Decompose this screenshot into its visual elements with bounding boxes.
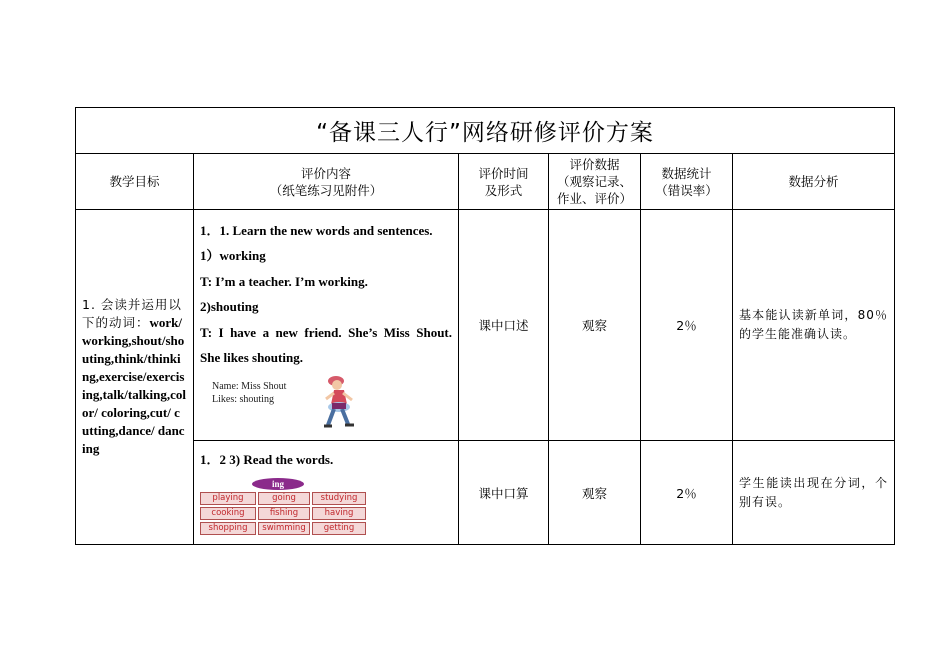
header-row bbox=[76, 154, 895, 210]
header-analysis: 数据分析 bbox=[733, 154, 895, 210]
figure-likes-label: Likes: shouting bbox=[212, 393, 274, 405]
error-rate-cell: 2％ bbox=[641, 210, 733, 441]
header-stats-line1: 数据统计 bbox=[661, 165, 712, 181]
word-card: cooking bbox=[200, 507, 256, 520]
word-card: fishing bbox=[258, 507, 310, 520]
word-card: swimming bbox=[258, 522, 310, 535]
figure-name-label: Name: Miss Shout bbox=[212, 380, 287, 392]
table-row bbox=[76, 210, 895, 441]
shouting-girl-illustration bbox=[312, 373, 382, 431]
evidence-cell: 观察 bbox=[549, 441, 641, 545]
evaluation-plan-table bbox=[75, 107, 895, 545]
header-time bbox=[459, 154, 549, 210]
header-evidence-line3: 作业、评价） bbox=[556, 191, 632, 206]
content-line: 1）working bbox=[200, 248, 266, 263]
header-content-line2: （纸笔练习见附件） bbox=[269, 182, 383, 198]
header-evidence-line2: （观察记录、 bbox=[556, 174, 632, 189]
header-stats-line2: （错误率） bbox=[655, 182, 718, 198]
content-line: 1．2 3) Read the words. bbox=[200, 451, 334, 467]
header-time-line2: 及形式 bbox=[484, 182, 523, 198]
goal-cell bbox=[76, 210, 194, 545]
header-content bbox=[194, 154, 459, 210]
word-card: getting bbox=[312, 522, 366, 535]
content-cell-1 bbox=[194, 210, 459, 441]
ing-words-figure bbox=[200, 478, 380, 538]
content-line: 2)shouting bbox=[200, 299, 259, 314]
word-card: studying bbox=[312, 492, 366, 505]
word-card: playing bbox=[200, 492, 256, 505]
header-evidence bbox=[549, 154, 641, 210]
content-line: T: I’m a teacher. I’m working. bbox=[200, 273, 368, 289]
header-evidence-line1: 评价数据 bbox=[569, 157, 620, 172]
content-line: She likes shouting. bbox=[200, 350, 303, 365]
content-line: T: I have a new friend. She’s Miss Shout. bbox=[200, 324, 452, 340]
time-form-cell: 课中口算 bbox=[459, 441, 549, 545]
word-card: shopping bbox=[200, 522, 256, 535]
goal-words: work/ working,shout/shouting,think/thinking,exercise/exercising,talk/talking,color/ coloring,cut/ cutting,dance/ dancing bbox=[82, 315, 187, 456]
table-row bbox=[76, 441, 895, 545]
analysis-cell: 学生能读出现在分词，个别有误。 bbox=[733, 441, 895, 545]
miss-shout-figure bbox=[200, 373, 430, 433]
header-time-line1: 评价时间 bbox=[478, 165, 529, 181]
content-line: 1．1. Learn the new words and sentences. bbox=[200, 222, 433, 238]
error-rate-cell: 2％ bbox=[641, 441, 733, 545]
word-card: going bbox=[258, 492, 310, 505]
document-title: “备课三人行”网络研修评价方案 bbox=[76, 108, 895, 154]
evidence-cell: 观察 bbox=[549, 210, 641, 441]
header-stats bbox=[641, 154, 733, 210]
goal-prefix: 1. 会读并运用以下的动词： bbox=[82, 297, 182, 330]
time-form-cell: 课中口述 bbox=[459, 210, 549, 441]
analysis-cell: 基本能认读新单词，80％的学生能准确认读。 bbox=[733, 210, 895, 441]
ing-badge: ing bbox=[252, 478, 304, 490]
header-goal: 教学目标 bbox=[76, 154, 194, 210]
header-content-line1: 评价内容 bbox=[300, 165, 351, 181]
word-card: having bbox=[312, 507, 366, 520]
content-cell-2 bbox=[194, 441, 459, 545]
